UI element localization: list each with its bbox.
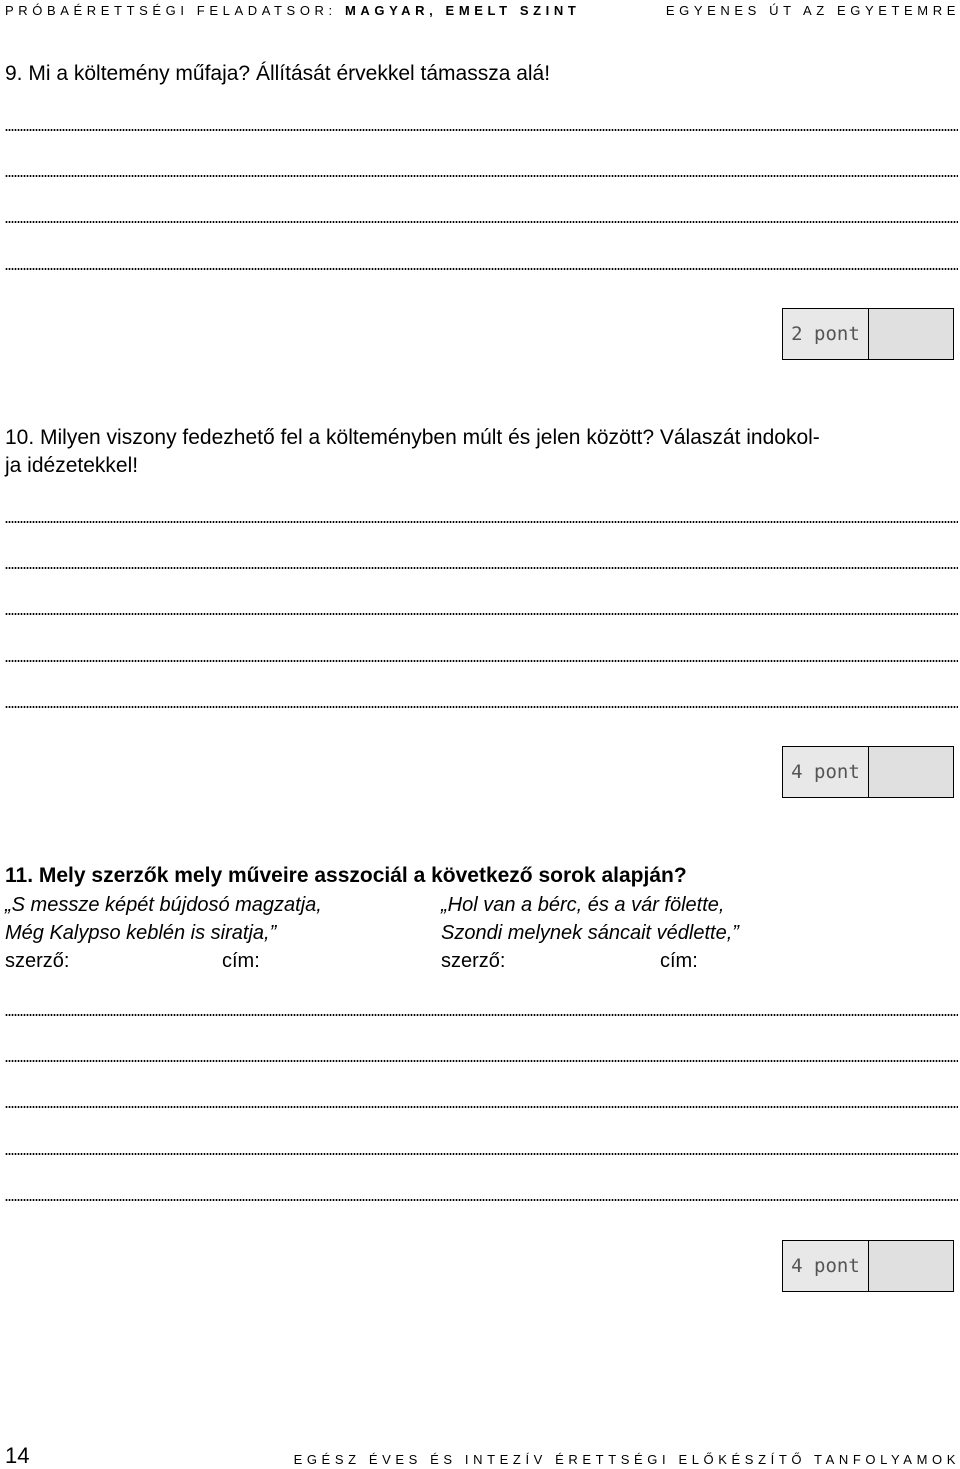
score-label: 4 pont (783, 1241, 869, 1291)
quote-right-line-1: „Hol van a bérc, és a vár fölette, (441, 894, 725, 916)
score-box-q9 (782, 308, 954, 360)
answer-line[interactable] (5, 613, 958, 615)
question-10-line-2: ja idézetekkel! (5, 454, 139, 477)
question-10-line-1: 10. Milyen viszony fedezhető fel a költeményben múlt és jelen között? Válaszát indokol- (5, 426, 820, 449)
quote-left-line-2: Még Kalypso keblén is siratja,” (5, 922, 277, 944)
title-label-right: cím: (660, 950, 698, 972)
question-11: 11. Mely szerzők mely műveire asszociál a következő sorok alapján? (5, 864, 687, 887)
answer-line[interactable] (5, 660, 958, 662)
score-label: 2 pont (783, 309, 869, 359)
score-label: 4 pont (783, 747, 869, 797)
author-label-left: szerző: (5, 950, 70, 972)
question-9: 9. Mi a költemény műfaja? Állítását érvekkel támassza alá! (5, 62, 551, 85)
answer-line[interactable] (5, 1199, 958, 1201)
author-label-right: szerző: (441, 950, 506, 972)
answer-line[interactable] (5, 175, 958, 177)
answer-line[interactable] (5, 521, 958, 523)
footer-text: EGÉSZ ÉVES ÉS INTEZÍV ÉRETTSÉGI ELŐKÉSZÍTŐ TANFOLYAMOK (293, 1452, 960, 1467)
answer-line[interactable] (5, 268, 958, 270)
quote-right-line-2: Szondi melynek sáncait védlette,” (441, 922, 739, 944)
header-right: EGYENES ÚT AZ EGYETEMRE (665, 3, 960, 18)
score-field[interactable] (869, 747, 953, 797)
answer-line[interactable] (5, 1060, 958, 1062)
page-number: 14 (5, 1443, 30, 1468)
answer-line[interactable] (5, 1014, 958, 1016)
title-label-left: cím: (222, 950, 260, 972)
score-box-q10 (782, 746, 954, 798)
score-field[interactable] (869, 1241, 953, 1291)
quote-left-line-1: „S messze képét bújdosó magzatja, (5, 894, 322, 916)
answer-line[interactable] (5, 1153, 958, 1155)
answer-line[interactable] (5, 567, 958, 569)
answer-line[interactable] (5, 706, 958, 708)
header-left-prefix: PRÓBAÉRETTSÉGI FELADATSOR: (5, 3, 345, 18)
score-box-q11 (782, 1240, 954, 1292)
score-field[interactable] (869, 309, 953, 359)
answer-line[interactable] (5, 1106, 958, 1108)
header-left-bold: MAGYAR, EMELT SZINT (344, 3, 581, 18)
answer-line[interactable] (5, 221, 958, 223)
answer-line[interactable] (5, 129, 958, 131)
header-left (5, 3, 580, 18)
